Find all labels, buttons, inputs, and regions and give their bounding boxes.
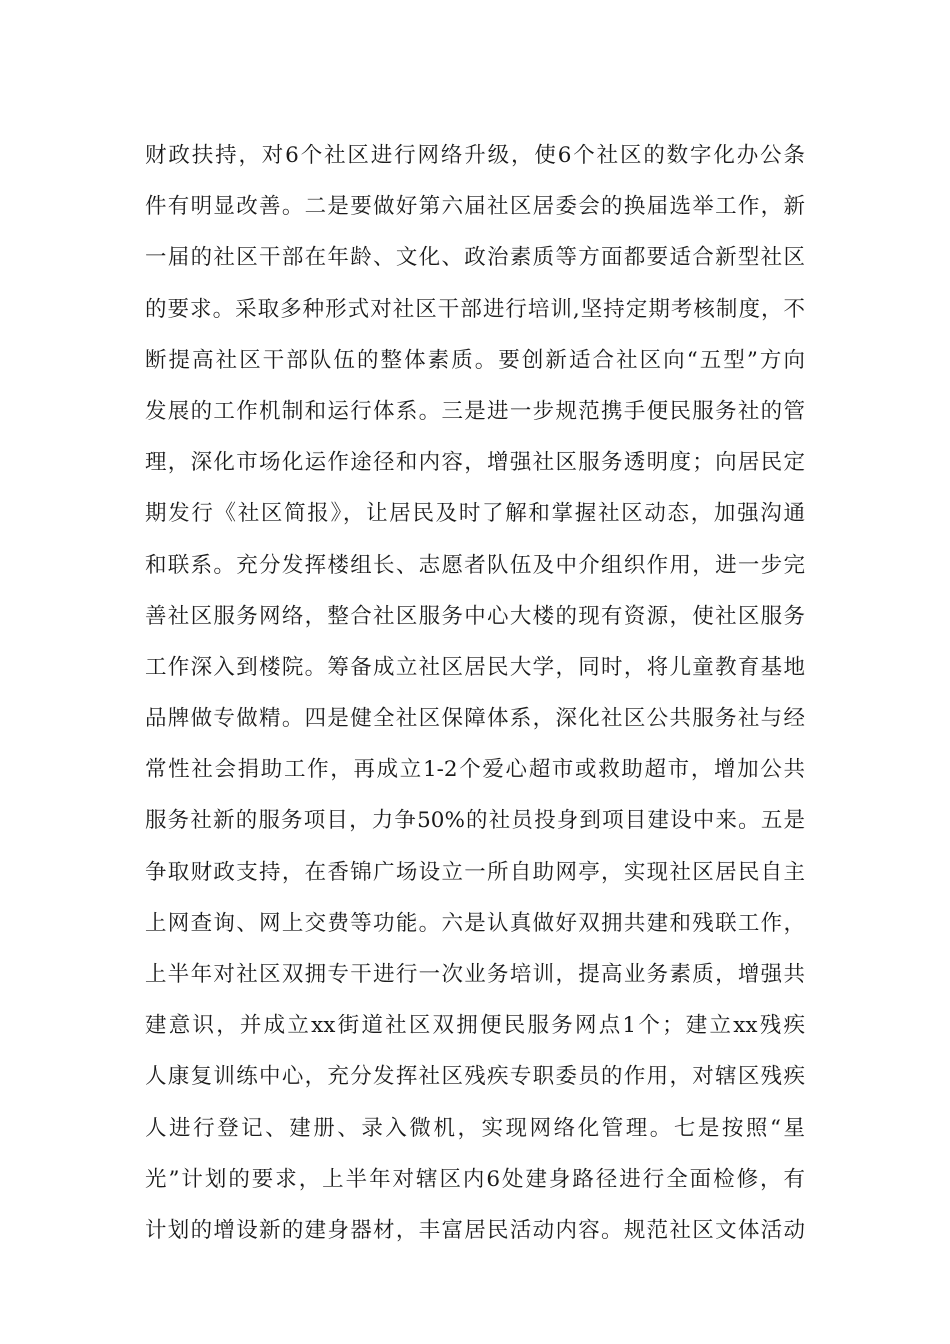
text-line: 财政扶持，对6个社区进行网络升级，使6个社区的数字化办公条: [145, 143, 805, 168]
text-line: 断提高社区干部队伍的整体素质。要创新适合社区向“五型”方向: [145, 347, 805, 373]
text-line: 光”计划的要求，上半年对辖区内6处建身路径进行全面检修，有: [145, 1166, 805, 1192]
text-line: 善社区服务网络，整合社区服务中心大楼的现有资源，使社区服务: [145, 603, 805, 629]
text-line: 件有明显改善。二是要做好第六届社区居委会的换届选举工作，新: [145, 194, 805, 220]
text-line: 常性社会捐助工作，再成立1-2个爱心超市或救助超市，增加公共: [145, 757, 805, 783]
text-line: 建意识，并成立xx街道社区双拥便民服务网点1个；建立xx残疾: [145, 1013, 805, 1039]
body-text: [145, 130, 805, 1256]
text-line: 理，深化市场化运作途径和内容，增强社区服务透明度；向居民定: [145, 450, 805, 476]
text-line: 的要求。采取多种形式对社区干部进行培训,坚持定期考核制度，不: [145, 296, 805, 322]
text-line: 品牌做专做精。四是健全社区保障体系，深化社区公共服务社与经: [145, 706, 805, 732]
text-line: 人进行登记、建册、录入微机，实现网络化管理。七是按照“星: [145, 1115, 805, 1141]
text-line: 和联系。充分发挥楼组长、志愿者队伍及中介组织作用，进一步完: [145, 552, 805, 578]
text-line: 期发行《社区简报》，让居民及时了解和掌握社区动态，加强沟通: [145, 501, 805, 527]
text-line: 上半年对社区双拥专干进行一次业务培训，提高业务素质，增强共: [145, 962, 805, 987]
text-line: 工作深入到楼院。筹备成立社区居民大学，同时，将儿童教育基地: [145, 654, 805, 680]
text-line: 人康复训练中心，充分发挥社区残疾专职委员的作用，对辖区残疾: [145, 1064, 805, 1090]
text-line: 争取财政支持，在香锦广场设立一所自助网亭，实现社区居民自主: [145, 859, 805, 885]
text-line: 发展的工作机制和运行体系。三是进一步规范携手便民服务社的管: [145, 398, 805, 424]
text-line: 服务社新的服务项目，力争50%的社员投身到项目建设中来。五是: [145, 808, 805, 834]
text-line: 一届的社区干部在年龄、文化、政治素质等方面都要适合新型社区: [145, 245, 805, 271]
text-line: 计划的增设新的建身器材，丰富居民活动内容。规范社区文体活动: [145, 1217, 805, 1243]
text-line: 上网查询、网上交费等功能。六是认真做好双拥共建和残联工作，: [145, 910, 805, 936]
